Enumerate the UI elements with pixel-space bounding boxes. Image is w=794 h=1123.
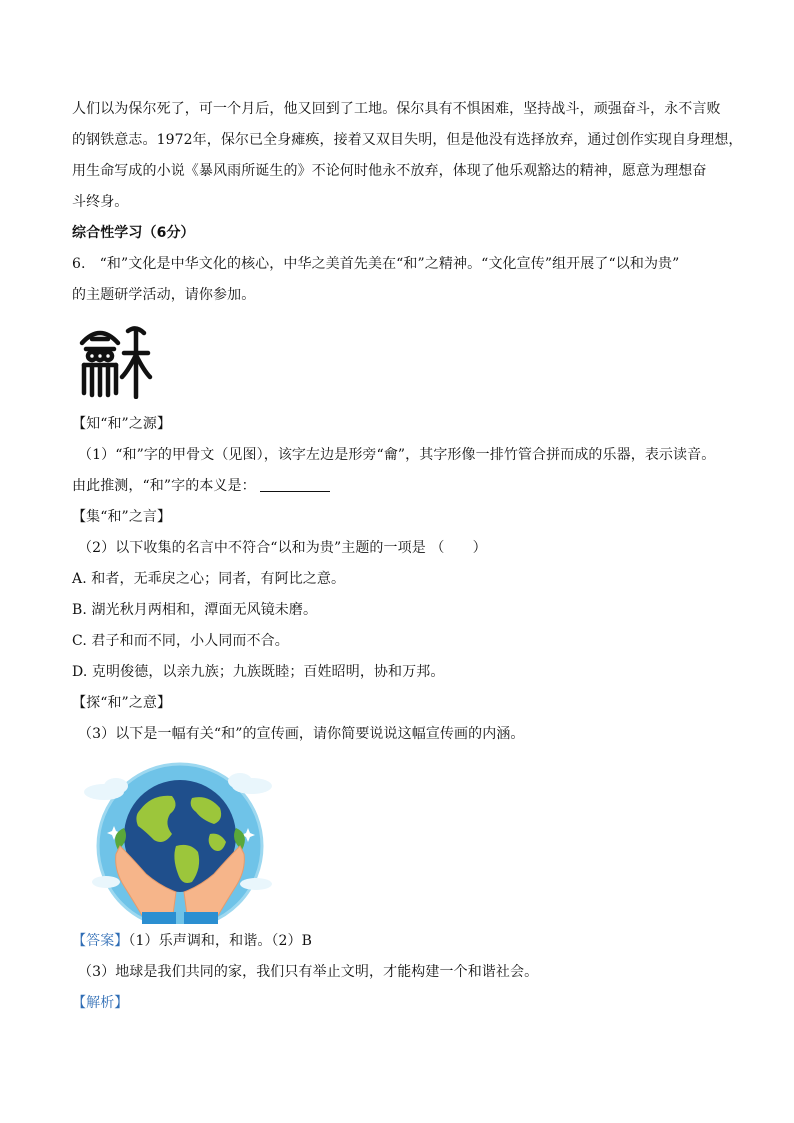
answer-line2: （3）地球是我们共同的家，我们只有举止文明，才能构建一个和谐社会。 [78, 964, 539, 980]
analysis-label: 【解析】 [72, 995, 129, 1011]
option-b: B. 湖光秋月两相和，潭面无风镜未磨。 [72, 602, 318, 618]
passage-line: 人们以为保尔死了，可一个月后，他又回到了工地。保尔具有不惧困难，坚持战斗，顽强奋斗，永不言败 [72, 101, 721, 117]
answer-blank[interactable] [260, 477, 330, 492]
part2-title: 【集“和”之言】 [72, 509, 172, 525]
document-page [72, 94, 743, 1019]
hands-holding-earth-icon [80, 754, 280, 924]
analysis-line [72, 988, 732, 1019]
passage-line: 的钢铁意志。1972年，保尔已全身瘫痪，接着又双目失明，但是他没有选择放弃，通过创作实现自身理想， [72, 132, 743, 148]
part2-prompt: （2）以下收集的名言中不符合“以和为贵”主题的一项是 （ ） [78, 540, 487, 556]
part3-title: 【探“和”之意】 [72, 695, 172, 711]
question-intro-line: 的主题研学活动，请你参加。 [72, 287, 256, 303]
part3-prompt: （3）以下是一幅有关“和”的宣传画，请你简要说说这幅宣传画的内涵。 [78, 726, 525, 742]
answer-label: 【答案】 [72, 933, 129, 949]
harmony-poster-image [72, 754, 732, 924]
option-d: D. 克明俊德，以亲九族；九族既睦；百姓昭明，协和万邦。 [72, 664, 445, 680]
part1-prompt: 由此推测，“和”字的本义是： [72, 478, 256, 494]
passage-line: 用生命写成的小说《暴风雨所诞生的》不论何时他永不放弃，体现了他乐观豁达的精神，愿意为理想奋 [72, 163, 707, 179]
answer-text: （1）乐声调和，和谐。（2）B [128, 933, 313, 949]
section-heading: 综合性学习（6分） [72, 225, 195, 241]
seal-script-he-icon [78, 319, 158, 399]
question-intro-line: 6. “和”文化是中华文化的核心，中华之美首先美在“和”之精神。“文化宣传”组开展了“以和为贵” [72, 256, 680, 272]
part1-text: （1）“和”字的甲骨文（见图），该字左边是形旁“龠”，其字形像一排竹管合拼而成的乐器，表示读音。 [78, 447, 716, 463]
part1-text-line2 [72, 471, 732, 502]
option-c: C. 君子和而不同，小人同而不合。 [72, 633, 289, 649]
passage [72, 94, 743, 218]
answer-line1 [72, 926, 732, 957]
option-a: A. 和者，无乖戾之心；同者，有阿比之意。 [72, 571, 346, 587]
part1-title: 【知“和”之源】 [72, 416, 172, 432]
oracle-bone-he-character-image [72, 319, 732, 403]
passage-line: 斗终身。 [72, 194, 129, 210]
